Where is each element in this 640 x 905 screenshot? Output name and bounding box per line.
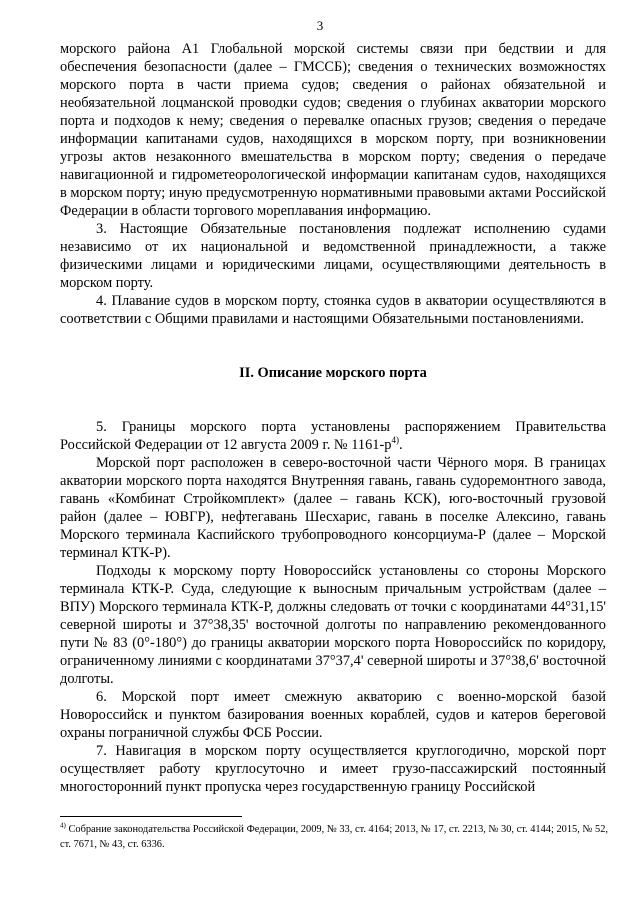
paragraph-5-period: . <box>399 437 403 453</box>
footnote <box>60 822 608 852</box>
page-number: 3 <box>316 18 324 33</box>
paragraph-5 <box>60 418 606 454</box>
footnote-reference: 4) <box>391 435 399 446</box>
paragraph-4: 4. Плавание судов в морском порту, стоянка судов в акватории осуществляются в соответствии с Общими правилами и настоящими Обязательными постановлениями. <box>60 293 606 327</box>
paragraph-7: 7. Навигация в морском порту осуществляется круглогодично, морской порт осуществляет работу круглосуточно и имеет грузо-пассажирский постоянный многосторонний пункт пропуска через государственную границу Российской <box>60 743 606 795</box>
footnote-divider <box>60 816 242 817</box>
paragraph-approaches: Подходы к морскому порту Новороссийск установлены со стороны Морского терминала КТК-Р. Суда, следующие к выносным причальным устройствам (далее – ВПУ) Морского терминала КТК-Р, должны следовать от точки с координатами 44°31,15' северной широты и 37°38,35' восточной долготы по направлению рекомендованного пути № 83 (0°-180°) до границы акватории морского порта Новороссийск по коридору, ограниченному линиями с координатами 37°37,4' северной широты и 37°38,6' восточной долготы. <box>60 563 606 687</box>
paragraph-3: 3. Настоящие Обязательные постановления подлежат исполнению судами независимо от их национальной и ведомственной принадлежности, а также физическими лицами и юридическими лицами, осуществляющими деятельность в морском порту. <box>60 221 606 291</box>
footnote-marker: 4) <box>60 821 66 830</box>
paragraph-6: 6. Морской порт имеет смежную акваторию с военно-морской базой Новороссийск и пунктом базирования военных кораблей, судов и катеров береговой охраны пограничной службы ФСБ России. <box>60 689 606 741</box>
spacer <box>60 328 606 364</box>
paragraph-port-location: Морской порт расположен в северо-восточной части Чёрного моря. В границах акватории морского порта находятся Внутренняя гавань, гавань судоремонтного завода, гавань «Комбинат Стройкомплект» (далее – гавань КСК), юго-восточный грузовой район (далее – ЮВГР), нефтегавань Шесхарис, гавань в поселке Алексино, гавань Морского терминала Каспийского трубопроводного консорциума-Р (далее – Морской терминал КТК-Р). <box>60 455 606 561</box>
footnote-text: Собрание законодательства Российской Федерации, 2009, № 33, ст. 4164; 2013, № 17, ст. 2213, № 30, ст. 4144; 2015, № 52, ст. 7671, № 43, ст. 6336. <box>60 824 608 850</box>
paragraph-5-text: 5. Границы морского порта установлены распоряжением Правительства Российской Федерации от 12 августа 2009 г. № 1161-р <box>60 419 606 453</box>
spacer <box>60 382 606 418</box>
section-heading: II. Описание морского порта <box>239 365 427 381</box>
main-text <box>60 40 606 796</box>
paragraph-continued: морского района А1 Глобальной морской системы связи при бедствии и для обеспечения безопасности (далее – ГМССБ); сведения о технических возможностях морского порта в части приема судов; сведения о районах обязательной и необязательной лоцманской проводки судов; сведения о глубинах акватории морского порта и подходов к нему; сведения о перевалке опасных грузов; сведения о передаче информации капитанами судов, находящихся в морском порту, при возникновении угрозы актов незаконного вмешательства в морском порту; сведения о передаче навигационной и гидрометеорологической информации капитанам судов, находящихся в морском порту; иную предусмотренную нормативными правовыми актами Российской Федерации в области торгового мореплавания информацию. <box>60 41 606 219</box>
